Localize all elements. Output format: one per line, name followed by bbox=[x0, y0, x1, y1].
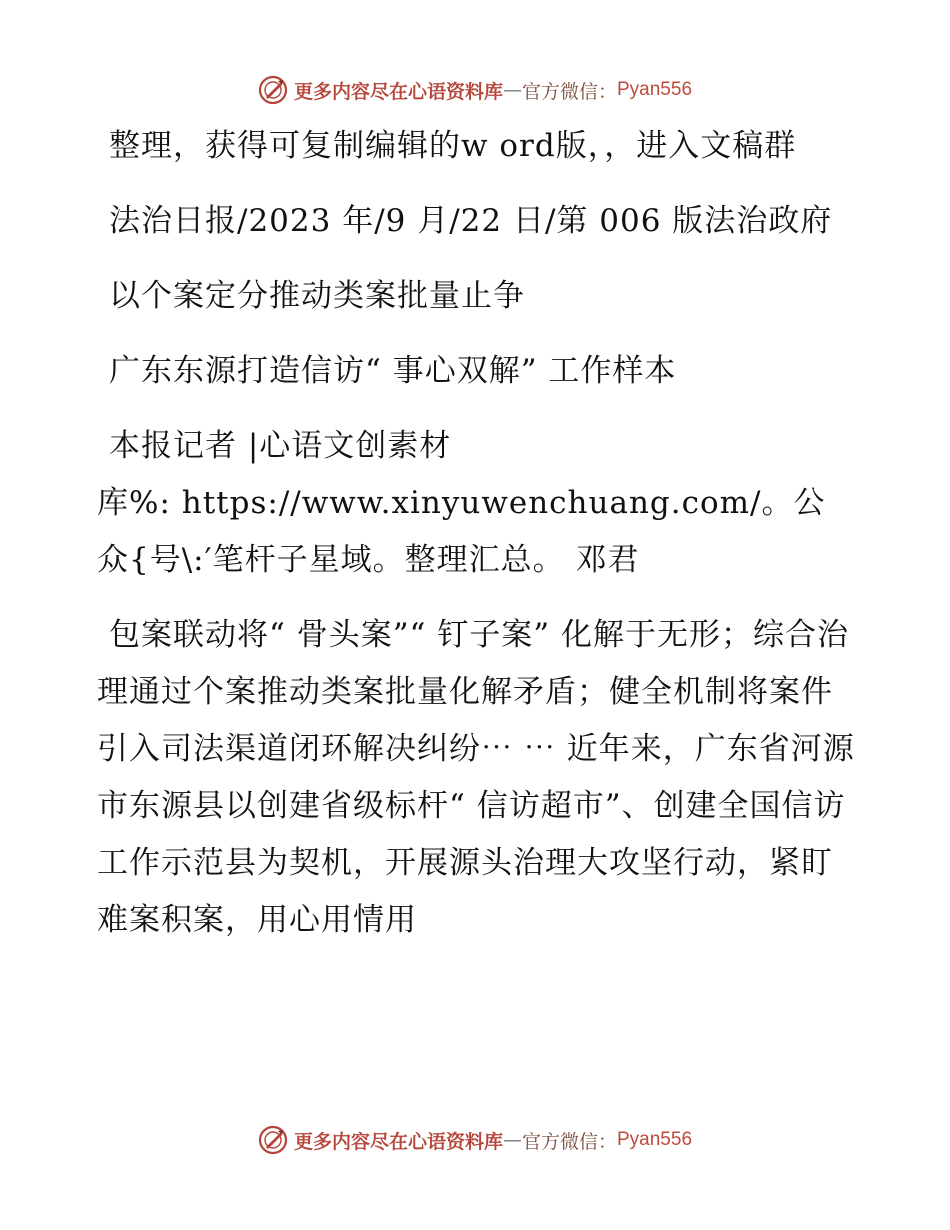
article-subtitle: 广东东源打造信访“ 事心双解” 工作样本 bbox=[109, 353, 677, 389]
header-banner bbox=[0, 70, 950, 110]
document-body bbox=[97, 118, 857, 967]
footer-banner bbox=[0, 1120, 950, 1160]
banner-wechat-label: 官方微信： bbox=[521, 1130, 617, 1153]
banner-wechat-id: Pyan556 bbox=[617, 1129, 693, 1150]
paragraph-source: 法治日报/2023 年/9 月/22 日/第 006 版法治政府 bbox=[109, 203, 833, 239]
banner-main-text: 更多内容尽在心语资料库 bbox=[293, 1130, 503, 1153]
article-title: 以个案定分推动类案批量止争 bbox=[109, 278, 525, 314]
banner-dash: — bbox=[502, 1129, 522, 1151]
brand-logo-icon bbox=[258, 75, 288, 105]
banner-main-text: 更多内容尽在心语资料库 bbox=[293, 80, 503, 103]
paragraph-intro: 整理，获得可复制编辑的w ord版，，进入文稿群 bbox=[109, 128, 797, 164]
banner-wechat-id: Pyan556 bbox=[617, 79, 693, 100]
paragraph-reporter: 本报记者 |心语文创素材 bbox=[109, 428, 452, 464]
banner-wechat-label: 官方微信： bbox=[521, 80, 617, 103]
paragraph-material-source: 库%: https://www.xinyuwenchuang.com/。公众{号\:′笔杆子星域。整理汇总。 邓君 bbox=[97, 485, 826, 578]
brand-logo-icon bbox=[258, 1125, 288, 1155]
banner-dash: — bbox=[502, 79, 522, 101]
paragraph-body: 包案联动将“ 骨头案”“ 钉子案” 化解于无形；综合治理通过个案推动类案批量化解矛盾；健全机制将案件引入司法渠道闭环解决纠纷⋯ ⋯ 近年来，广东省河源市东源县以创建省级标杆“ 信访超市”、创建全国信访工作示范县为契机，开展源头治理大攻坚行动，紧盯难案积案，用心用情用 bbox=[97, 617, 855, 938]
